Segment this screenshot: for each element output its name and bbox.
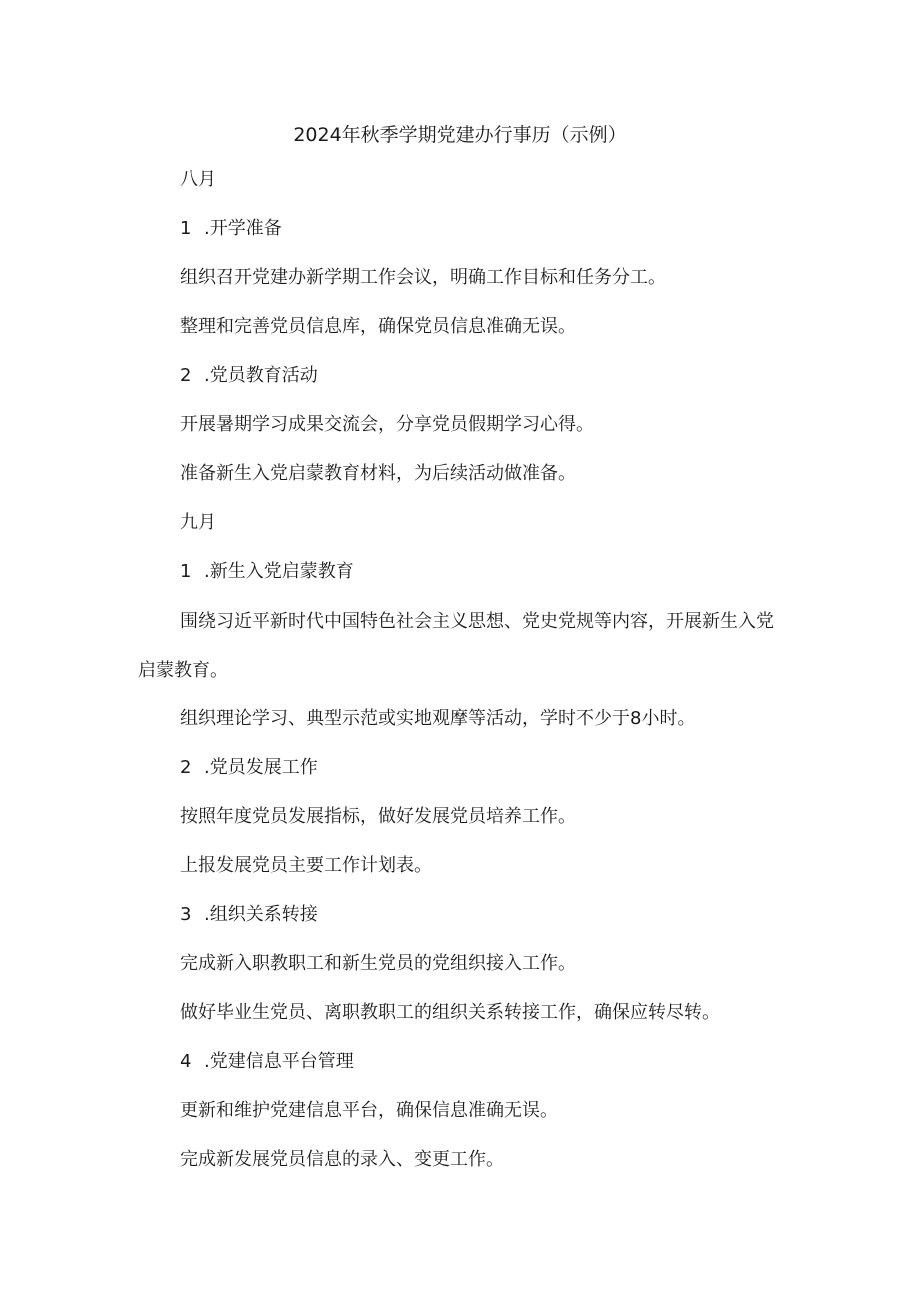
item-number: 3 xyxy=(180,904,192,925)
paragraph: 围绕习近平新时代中国特色社会主义思想、党史党规等内容，开展新生入党启蒙教育。 xyxy=(138,611,774,681)
paragraph: 开展暑期学习成果交流会，分享党员假期学习心得。 xyxy=(180,414,594,435)
paragraph: 组织召开党建办新学期工作会议，明确工作目标和任务分工。 xyxy=(180,267,666,288)
item-number: 2 xyxy=(180,365,192,386)
month-heading: 八月 xyxy=(180,169,216,190)
paragraph: 准备新生入党启蒙教育材料，为后续活动做准备。 xyxy=(180,463,576,484)
paragraph: 完成新发展党员信息的录入、变更工作。 xyxy=(180,1149,504,1170)
item-heading xyxy=(180,753,318,783)
item-title: .新生入党启蒙教育 xyxy=(204,561,354,582)
item-heading xyxy=(180,557,354,587)
item-number: 1 xyxy=(180,561,192,582)
paragraph: 做好毕业生党员、离职教职工的组织关系转接工作，确保应转尽转。 xyxy=(180,1002,720,1023)
item-title: .党员教育活动 xyxy=(204,365,318,386)
paragraph: 组织理论学习、典型示范或实地观摩等活动，学时不少于8小时。 xyxy=(180,708,696,729)
item-title: .开学准备 xyxy=(204,218,282,239)
paragraph: 上报发展党员主要工作计划表。 xyxy=(180,855,432,876)
item-heading xyxy=(180,361,318,391)
item-title: .组织关系转接 xyxy=(204,904,318,925)
item-heading xyxy=(180,900,318,930)
item-title: .党建信息平台管理 xyxy=(204,1051,354,1072)
paragraph: 按照年度党员发展指标，做好发展党员培养工作。 xyxy=(180,806,576,827)
item-heading xyxy=(180,1047,354,1077)
item-number: 1 xyxy=(180,218,192,239)
item-title: .党员发展工作 xyxy=(204,757,318,778)
paragraph: 更新和维护党建信息平台，确保信息准确无误。 xyxy=(180,1100,558,1121)
item-heading xyxy=(180,214,282,244)
month-heading: 九月 xyxy=(180,512,216,533)
paragraph: 整理和完善党员信息库，确保党员信息准确无误。 xyxy=(180,316,576,337)
item-number: 4 xyxy=(180,1051,192,1072)
item-number: 2 xyxy=(180,757,192,778)
paragraph: 完成新入职教职工和新生党员的党组织接入工作。 xyxy=(180,953,576,974)
document-title: 2024年秋季学期党建办行事历（示例） xyxy=(293,124,627,146)
